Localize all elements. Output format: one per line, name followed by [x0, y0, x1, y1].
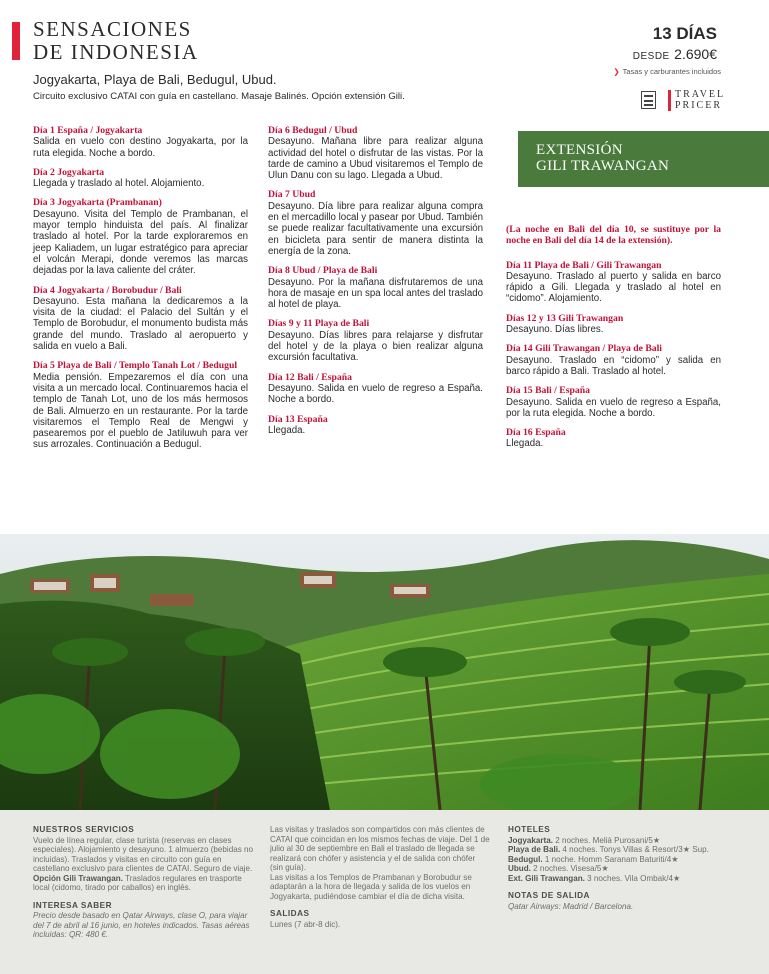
hotel-detail: 2 noches. Visesa/5★ [530, 864, 609, 873]
route-subtitle: Jogyakarta, Playa de Bali, Bedugul, Ubud. [33, 72, 277, 87]
hotel-place: Bedugul. [508, 854, 543, 864]
rice-terrace-photo [0, 534, 769, 810]
page-title [33, 18, 199, 64]
day-text: Desayuno. Salida en vuelo de regreso a España, por la ruta elegida. Noche a bordo. [506, 396, 721, 419]
travel-pricer-accent [668, 90, 671, 111]
price-amount: 2.690€ [674, 46, 717, 62]
day-text: Media pensión. Empezaremos el día con una visita a un mercado local. Continuaremos hacia el templo de Tanah Lot, uno de los más hermosos de Bali. Almuerzo en un restaurante. Por la tarde visitaremos el Templo Real de Mengwi y pasearemos por el pueblo de Jatiluwuh para ver sus arrozales. Continuación a Bedugul. [33, 371, 248, 451]
badge-line-1: TRAVEL [675, 89, 726, 100]
price-block [633, 46, 717, 64]
day-title: Día 14 Gili Trawangan / Playa de Bali [506, 343, 663, 355]
day-title: Día 6 Bedugul / Ubud [268, 125, 358, 136]
services-heading: NUESTROS SERVICIOS [33, 825, 135, 834]
departures-heading: SALIDAS [270, 909, 310, 918]
day-title: Día 2 Jogyakarta [33, 166, 105, 178]
gili-option-text: Traslados regulares en trasporte local (cidomo, tirado por caballos) en inglés. [33, 873, 242, 892]
itinerary-day [268, 318, 483, 363]
day-text: Desayuno. Día libre para realizar alguna compra en el mercadillo local y pasear por Ubud. También se puede realizar facultativamente una excursión en bicicleta para sentir de manera distinta la energía de la zona. [268, 200, 483, 257]
badge-line-2: PRICER [675, 100, 723, 111]
hotel-row [508, 855, 748, 865]
day-title: Día 15 Bali / España [506, 385, 590, 397]
day-text: Llegada y traslado al hotel. Alojamiento. [33, 178, 205, 190]
itinerary-day [268, 125, 483, 181]
notes-column-1 [33, 825, 253, 940]
day-text: Desayuno. Días libres. [506, 324, 604, 336]
hotel-row [508, 836, 748, 846]
itinerary-day [33, 197, 248, 276]
duration-label: 13 DÍAS [652, 24, 717, 43]
title-accent-bar [12, 22, 20, 60]
extension-label-line-2: GILI TRAWANGAN [536, 158, 670, 174]
title-line-2: DE INDONESIA [33, 40, 199, 64]
day-title: Día 8 Ubud / Playa de Bali [268, 265, 378, 277]
day-text: Desayuno. Días libres para relajarse y disfrutar del hotel y de la playa o bien realizar alguna excursión facultativa. [268, 329, 483, 364]
itinerary-day [506, 385, 721, 419]
itinerary-day [506, 260, 721, 305]
hotel-place: Ext. Gili Trawangan. [508, 873, 585, 883]
hotel-detail: 3 noches. Vila Ombak/4★ [584, 873, 681, 883]
itinerary-day [506, 313, 721, 336]
hotel-row [508, 845, 748, 855]
exit-notes-heading: NOTAS DE SALIDA [508, 891, 590, 900]
hotels-heading: HOTELES [508, 825, 551, 834]
itinerary-day [33, 167, 248, 190]
notes-column-2 [270, 825, 490, 929]
itinerary-day [268, 265, 483, 310]
title-line-1: SENSACIONES [33, 17, 192, 41]
info-text: Precio desde basado en Qatar Airways, clase O, para viajar del 7 de abril al 16 junio, en hoteles indicados. Tasas aéreas incluidas: QR: 480 €. [33, 911, 250, 939]
day-title: Días 9 y 11 Playa de Bali [268, 318, 370, 330]
hotel-place: Playa de Bali. [508, 845, 561, 854]
day-title: Día 16 España [506, 427, 566, 439]
day-text: Desayuno. Traslado al puerto y salida en barco rápido a Gili. Llegada y traslado al hotel en “cidomo”. Alojamiento. [506, 270, 721, 305]
day-text: Desayuno. Traslado en “cidomo” y salida en barco rápido a Bali. Traslado al hotel. [506, 354, 721, 377]
tour-description: Circuito exclusivo CATAI con guía en castellano. Masaje Balinés. Opción extensión Gili. [33, 91, 405, 102]
departures-text: Lunes (7 abr-8 dic). [270, 919, 341, 929]
day-title: Día 13 España [268, 413, 328, 425]
calculator-icon [641, 91, 656, 109]
exit-notes-text: Qatar Airways: Madrid / Barcelona. [508, 901, 634, 911]
taxes-note [613, 67, 721, 76]
day-text: Desayuno. Esta mañana la dedicaremos a la visita de la ciudad: el Palacio del Sultán y el Templo de Borobudur, el monumento budista más grande del mundo. Traslado al aeropuerto y salida en vuelo a Bali. [33, 295, 248, 353]
info-heading: INTERESA SABER [33, 900, 113, 910]
hotel-row [508, 874, 748, 884]
extension-column [506, 224, 721, 458]
day-text: Llegada. [506, 438, 544, 450]
day-text: Desayuno. Mañana libre para realizar alguna actividad del hotel o disfrutar de las vistas. Por la tarde de camino a Ubud visitaremos el Templo de Ulun Danu con su lago. Llegada a Ubud. [268, 136, 483, 182]
taxes-note-text: Tasas y carburantes incluidos [622, 67, 721, 76]
day-title: Día 12 Bali / España [268, 371, 352, 383]
gili-option [33, 874, 253, 893]
services-text: Vuelo de línea regular, clase turista (reservas en clases especiales). Alojamiento y desayuno. 1 almuerzo (bebidas no incluidas). Traslados y visitas en circuito con guía en castellano exclusivo para clientes de CATAI. Seguro de viaje. [33, 835, 254, 873]
day-title: Día 7 Ubud [268, 189, 316, 201]
day-title: Día 4 Jogyakarta / Borobudur / Bali [33, 284, 182, 296]
day-title: Días 12 y 13 Gili Trawangan [506, 312, 624, 324]
day-title: Día 1 España / Jogyakarta [33, 125, 143, 136]
extension-label [536, 142, 669, 174]
itinerary-day [506, 427, 721, 450]
price-from-label: DESDE [632, 51, 670, 62]
visits-text: Las visitas y traslados son compartidos con más clientes de CATAI que coincidan en los mismos fechas de viaje. Del 1 de julio al 30 de septiembre en Bali el traslado de llegada se realizará con chófer y asistencia y el de salida con chófer (sin guía). [270, 825, 490, 872]
travel-pricer-badge [675, 89, 725, 111]
day-text: Llegada. [268, 424, 306, 436]
day-title: Día 3 Jogyakarta (Prambanan) [33, 197, 162, 209]
itinerary-day [33, 360, 248, 450]
hotel-detail: 2 noches. Meliá Purosani/5★ [553, 835, 661, 845]
itinerary-day [268, 372, 483, 406]
hotel-place: Ubud. [508, 864, 531, 873]
itinerary-column-2 [268, 125, 483, 444]
chevron-right-icon: ❯ [613, 67, 620, 76]
hotel-row [508, 864, 748, 874]
itinerary-day [268, 189, 483, 257]
itinerary-day [33, 285, 248, 353]
extension-label-line-1: EXTENSIÓN [536, 142, 623, 158]
day-title: Día 11 Playa de Bali / Gili Trawangan [506, 259, 662, 271]
hotel-detail: 1 noche. Homm Saranam Baturiti/4★ [542, 854, 679, 864]
itinerary-day [33, 125, 248, 159]
gili-option-label: Opción Gili Trawangan. [33, 873, 123, 883]
extension-intro: (La noche en Bali del día 10, se sustituye por la noche en Bali del día 14 de la extensión). [506, 224, 721, 247]
day-text: Desayuno. Visita del Templo de Prambanan, el mayor templo hinduista del país. Al finalizar traslado al hotel. Por la tarde exploraremos en jeep Kaliadem, un lugar estratégico para apreciar el volcán Merapi, donde veremos las marcas dejadas por la lava caliente del cráter. [33, 208, 248, 277]
itinerary-day [268, 414, 483, 437]
itinerary-column-1 [33, 125, 248, 459]
temples-text: Las visitas a los Templos de Prambanan y Borobudur se adaptarán a la hora de llegada y salida de los vuelos en Jogyakarta, pudiéndose cambiar el día de dicha visita. [270, 872, 472, 901]
itinerary-day [506, 343, 721, 377]
hotel-place: Jogyakarta. [508, 835, 553, 845]
day-title: Día 5 Playa de Bali / Templo Tanah Lot / Bedugul [33, 360, 238, 372]
day-text: Salida en vuelo con destino Jogyakarta, por la ruta elegida. Noche a bordo. [33, 136, 248, 159]
hotel-detail: 4 noches. Tonys Villas & Resort/3★ Sup. [560, 845, 709, 854]
day-text: Desayuno. Por la mañana disfrutaremos de una hora de masaje en un spa local antes del traslado al hotel de playa. [268, 276, 483, 311]
day-text: Desayuno. Salida en vuelo de regreso a España. Noche a bordo. [268, 382, 483, 406]
notes-column-3 [508, 825, 748, 911]
